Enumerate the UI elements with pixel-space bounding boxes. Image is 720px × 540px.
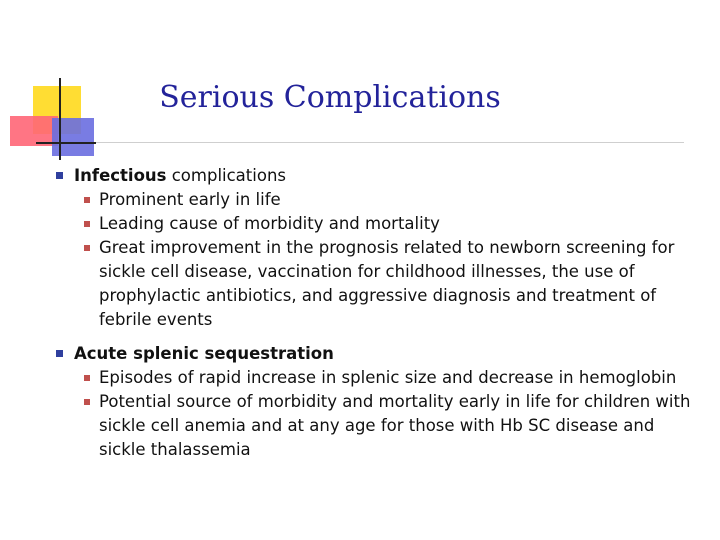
sub-item-text: Great improvement in the prognosis related to newborn screening for sickle cell disease, vaccination for childhood illnesses, the use of prophylactic antibiotics, and aggressive diagnosis and treatment of febrile events xyxy=(99,238,675,329)
sub-bullet-item xyxy=(74,236,706,332)
square-bullet-icon xyxy=(84,399,90,405)
sub-bullet-item xyxy=(74,366,706,390)
slide-title: Serious Complications xyxy=(159,80,501,115)
square-bullet-icon xyxy=(84,197,90,203)
square-bullet-icon xyxy=(56,350,63,357)
sub-bullet-item xyxy=(74,390,706,462)
sub-bullet-item xyxy=(74,212,706,236)
title-underline-divider xyxy=(96,142,684,143)
sub-item-text: Potential source of morbidity and mortality early in life for children with sickle cell anemia and at any age for those with Hb SC disease and sickle thalassemia xyxy=(99,392,691,459)
slide-content xyxy=(56,164,706,462)
bullet-item-infectious xyxy=(56,164,706,332)
decorative-logo xyxy=(0,0,110,170)
bullet-item-splenic-sequestration xyxy=(56,342,706,462)
sub-bullet-item xyxy=(74,188,706,212)
sub-list xyxy=(74,188,706,332)
sub-item-text: Prominent early in life xyxy=(99,190,281,209)
square-bullet-icon xyxy=(84,245,90,251)
square-bullet-icon xyxy=(56,172,63,179)
logo-vertical-line xyxy=(59,78,61,160)
item-heading-bold: Acute splenic sequestration xyxy=(74,344,334,363)
square-bullet-icon xyxy=(84,221,90,227)
sub-item-text: Leading cause of morbidity and mortality xyxy=(99,214,440,233)
sub-item-text: Episodes of rapid increase in splenic size and decrease in hemoglobin xyxy=(99,368,677,387)
logo-horizontal-line xyxy=(36,142,96,144)
item-heading-bold: Infectious xyxy=(74,166,167,185)
square-bullet-icon xyxy=(84,375,90,381)
item-heading-rest: complications xyxy=(166,166,286,185)
sub-list xyxy=(74,366,706,462)
